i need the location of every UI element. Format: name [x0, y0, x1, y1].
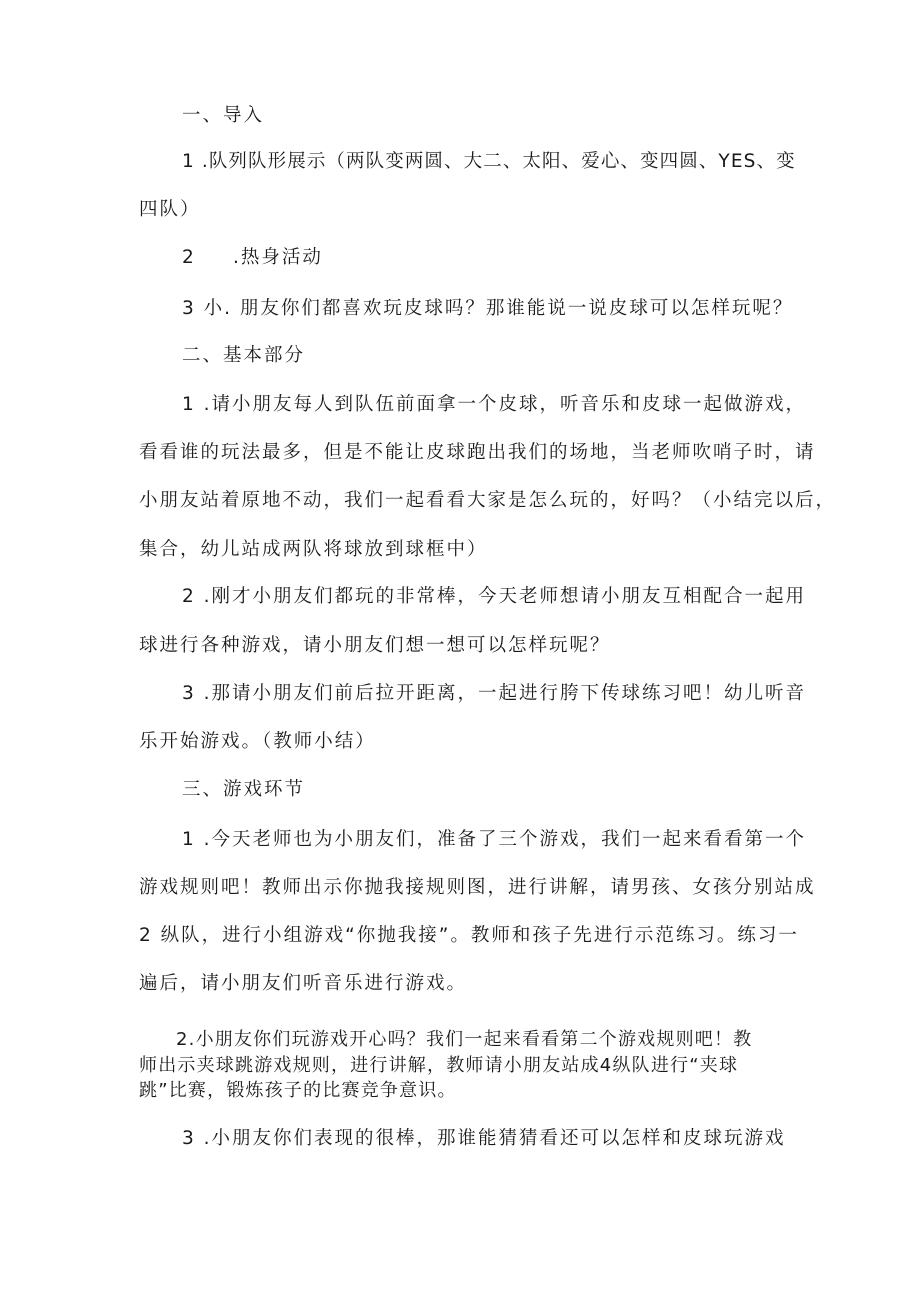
paragraph-3-3-line-1: 3 .小朋友你们表现的很棒，那谁能猜猜看还可以怎样和皮球玩游戏 — [182, 1128, 786, 1149]
paragraph-3-1-line-2: 游戏规则吧！教师出示你抛我接规则图，进行讲解，请男孩、女孩分别站成 — [139, 877, 816, 898]
paragraph-1-2-number: 2 — [182, 247, 196, 268]
paragraph-3-2-line-2: 师出示夹球跳游戏规则，进行讲解，教师请小朋友站成4纵队进行“夹球 — [139, 1055, 739, 1076]
paragraph-2-1-line-2: 看看谁的玩法最多，但是不能让皮球跑出我们的场地，当老师吹哨子时，请 — [139, 442, 816, 463]
section-heading-intro: 一、导入 — [182, 105, 265, 126]
paragraph-2-2-line-1: 2 .刚才小朋友们都玩的非常棒，今天老师想请小朋友互相配合一起用 — [182, 586, 807, 607]
section-heading-main: 二、基本部分 — [182, 345, 306, 366]
paragraph-2-3-line-2: 乐开始游戏。（教师小结） — [139, 731, 376, 752]
paragraph-3-1-line-3: 2 纵队，进行小组游戏“你抛我接”。教师和孩子先进行示范练习。练习一 — [139, 925, 799, 946]
paragraph-3-2-line-1: 2.小朋友你们玩游戏开心吗？我们一起来看看第二个游戏规则吧！教 — [176, 1029, 753, 1050]
paragraph-2-3-line-1: 3 .那请小朋友们前后拉开距离，一起进行胯下传球练习吧！幼儿听音 — [182, 683, 807, 704]
paragraph-2-1-line-4: 集合，幼儿站成两队将球放到球框中） — [139, 539, 488, 560]
paragraph-3-1-line-4: 遍后，请小朋友们听音乐进行游戏。 — [139, 973, 468, 994]
paragraph-1-2-text: .热身活动 — [233, 247, 323, 268]
section-heading-games: 三、游戏环节 — [182, 779, 306, 800]
paragraph-2-2-line-2: 球进行各种游戏，请小朋友们想一想可以怎样玩呢？ — [139, 635, 611, 656]
paragraph-2-1-line-1: 1 .请小朋友每人到队伍前面拿一个皮球，听音乐和皮球一起做游戏， — [182, 394, 807, 415]
paragraph-1-1-line-2: 四队） — [139, 199, 201, 220]
paragraph-3-1-line-1: 1 .今天老师也为小朋友们，准备了三个游戏，我们一起来看看第一个 — [182, 829, 807, 850]
paragraph-1-1-line-1: 1 .队列队形展示（两队变两圆、大二、太阳、爱心、变四圆、YES、变 — [182, 151, 796, 172]
paragraph-1-3: 3 小. 朋友你们都喜欢玩皮球吗？那谁能说一说皮球可以怎样玩呢？ — [182, 298, 794, 319]
paragraph-3-2-line-3: 跳”比赛，锻炼孩子的比赛竞争意识。 — [139, 1080, 457, 1101]
paragraph-2-1-line-3: 小朋友站着原地不动，我们一起看看大家是怎么玩的，好吗？（小结完以后， — [139, 490, 837, 511]
